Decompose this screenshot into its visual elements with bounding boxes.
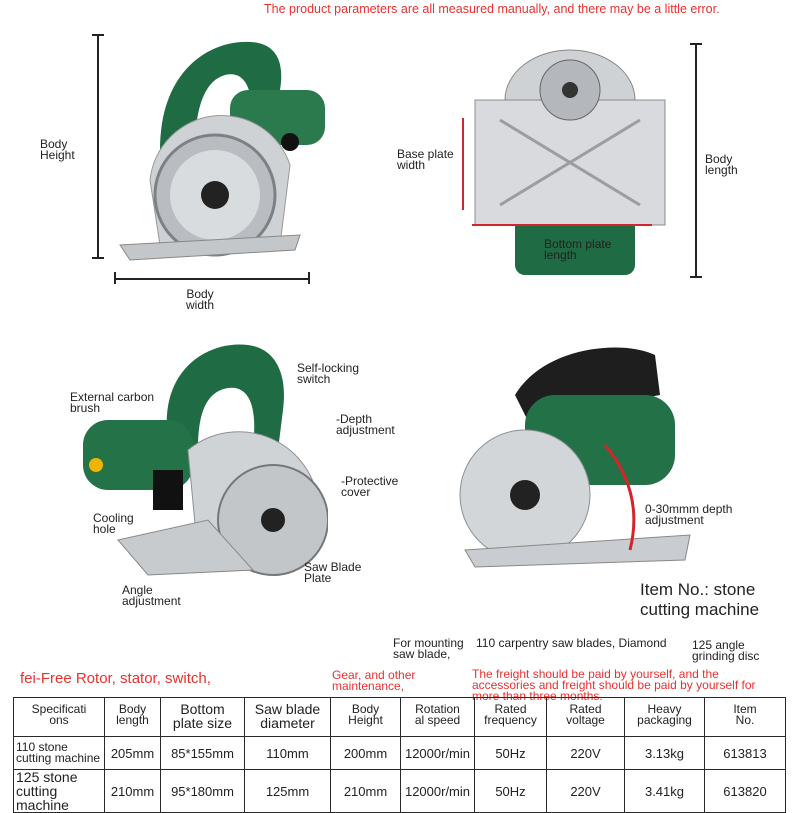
table-cell: 200mm <box>331 737 401 770</box>
header-cell: Rated voltage <box>547 698 625 737</box>
depth-adjust-image <box>455 335 700 590</box>
table-cell: 12000r/min <box>401 770 475 813</box>
base-plate-width-dimension <box>462 118 464 210</box>
protective-cover-label: -Protective cover <box>341 474 399 499</box>
table-cell: 210mm <box>331 770 401 813</box>
table-row <box>14 770 786 813</box>
table-cell: 85*155mm <box>161 737 245 770</box>
header-cell: Heavy packaging <box>625 698 705 737</box>
mounting-prefix: For mounting saw blade, <box>393 636 464 661</box>
body-length-dimension <box>695 43 697 277</box>
table-cell: 220V <box>547 737 625 770</box>
body-width-label: Body width <box>186 287 215 312</box>
angle-adjustment-label: Angle adjustment <box>122 583 181 608</box>
gear-note: Gear, and other maintenance, <box>332 668 416 693</box>
table-cell: 50Hz <box>475 737 547 770</box>
knob-icon <box>281 133 299 151</box>
header-cell: Specificati ons <box>14 698 105 737</box>
body-height-label: Body Height <box>40 137 75 162</box>
bottom-plate-length-label: Bottom plate length <box>544 237 612 262</box>
table-row <box>14 737 786 770</box>
table-header-row <box>14 698 786 737</box>
body-height-dimension <box>97 34 99 258</box>
depth-range-label: 0-30mmm depth adjustment <box>645 502 733 527</box>
table-cell: 12000r/min <box>401 737 475 770</box>
spec-name-cell: 125 stone cutting machine <box>14 770 105 813</box>
blade-nut-icon <box>201 181 229 209</box>
measurement-notice: The product parameters are all measured manually, and there may be a little error. <box>264 2 720 16</box>
table-cell: 210mm <box>105 770 161 813</box>
base-plate-width-label: Base plate width <box>397 147 454 172</box>
spec-table <box>13 697 786 813</box>
header-cell: Rated frequency <box>475 698 547 737</box>
header-cell: Item No. <box>705 698 786 737</box>
table-cell: 50Hz <box>475 770 547 813</box>
cooling-hole-label: Cooling hole <box>93 511 134 536</box>
header-cell: Saw blade diameter <box>245 698 331 737</box>
side-view-image <box>100 30 330 300</box>
body-length-label: Body length <box>705 152 738 177</box>
depth-adjustment-label: -Depth adjustment <box>336 412 395 437</box>
table-cell: 613813 <box>705 737 786 770</box>
freight-note: The freight should be paid by yourself, and the accessories and freight should be paid by yourself for more than three months. <box>472 667 756 703</box>
table-cell: 110mm <box>245 737 331 770</box>
table-cell: 3.41kg <box>625 770 705 813</box>
mounting-suffix: 125 angle grinding disc <box>692 638 760 663</box>
table-cell: 125mm <box>245 770 331 813</box>
table-cell: 95*180mm <box>161 770 245 813</box>
mounting-middle: 110 carpentry saw blades, Diamond <box>476 636 667 650</box>
header-cell: Body length <box>105 698 161 737</box>
body-width-dimension <box>114 278 310 280</box>
table-cell: 220V <box>547 770 625 813</box>
item-no-label: Item No.: stone cutting machine <box>640 580 760 619</box>
blade-nut-icon <box>261 508 285 532</box>
spec-name-cell: 110 stone cutting machine <box>14 737 105 770</box>
blade-nut-icon <box>510 480 540 510</box>
header-cell: Body Height <box>331 698 401 737</box>
saw-blade-plate-label: Saw Blade Plate <box>304 560 362 585</box>
external-carbon-brush-label: External carbon brush <box>70 390 155 415</box>
header-cell: Rotation al speed <box>401 698 475 737</box>
free-parts-note: fei-Free Rotor, stator, switch, <box>20 670 211 687</box>
blade-nut-icon <box>562 82 578 98</box>
table-cell: 613820 <box>705 770 786 813</box>
self-locking-switch-label: Self-locking switch <box>297 361 360 386</box>
cooling-hole-icon <box>153 470 183 510</box>
carbon-brush-icon <box>89 458 103 472</box>
table-cell: 205mm <box>105 737 161 770</box>
annotated-tool-image <box>78 330 328 590</box>
bottom-plate-length-dimension <box>472 224 652 226</box>
header-cell: Bottom plate size <box>161 698 245 737</box>
table-cell: 3.13kg <box>625 737 705 770</box>
